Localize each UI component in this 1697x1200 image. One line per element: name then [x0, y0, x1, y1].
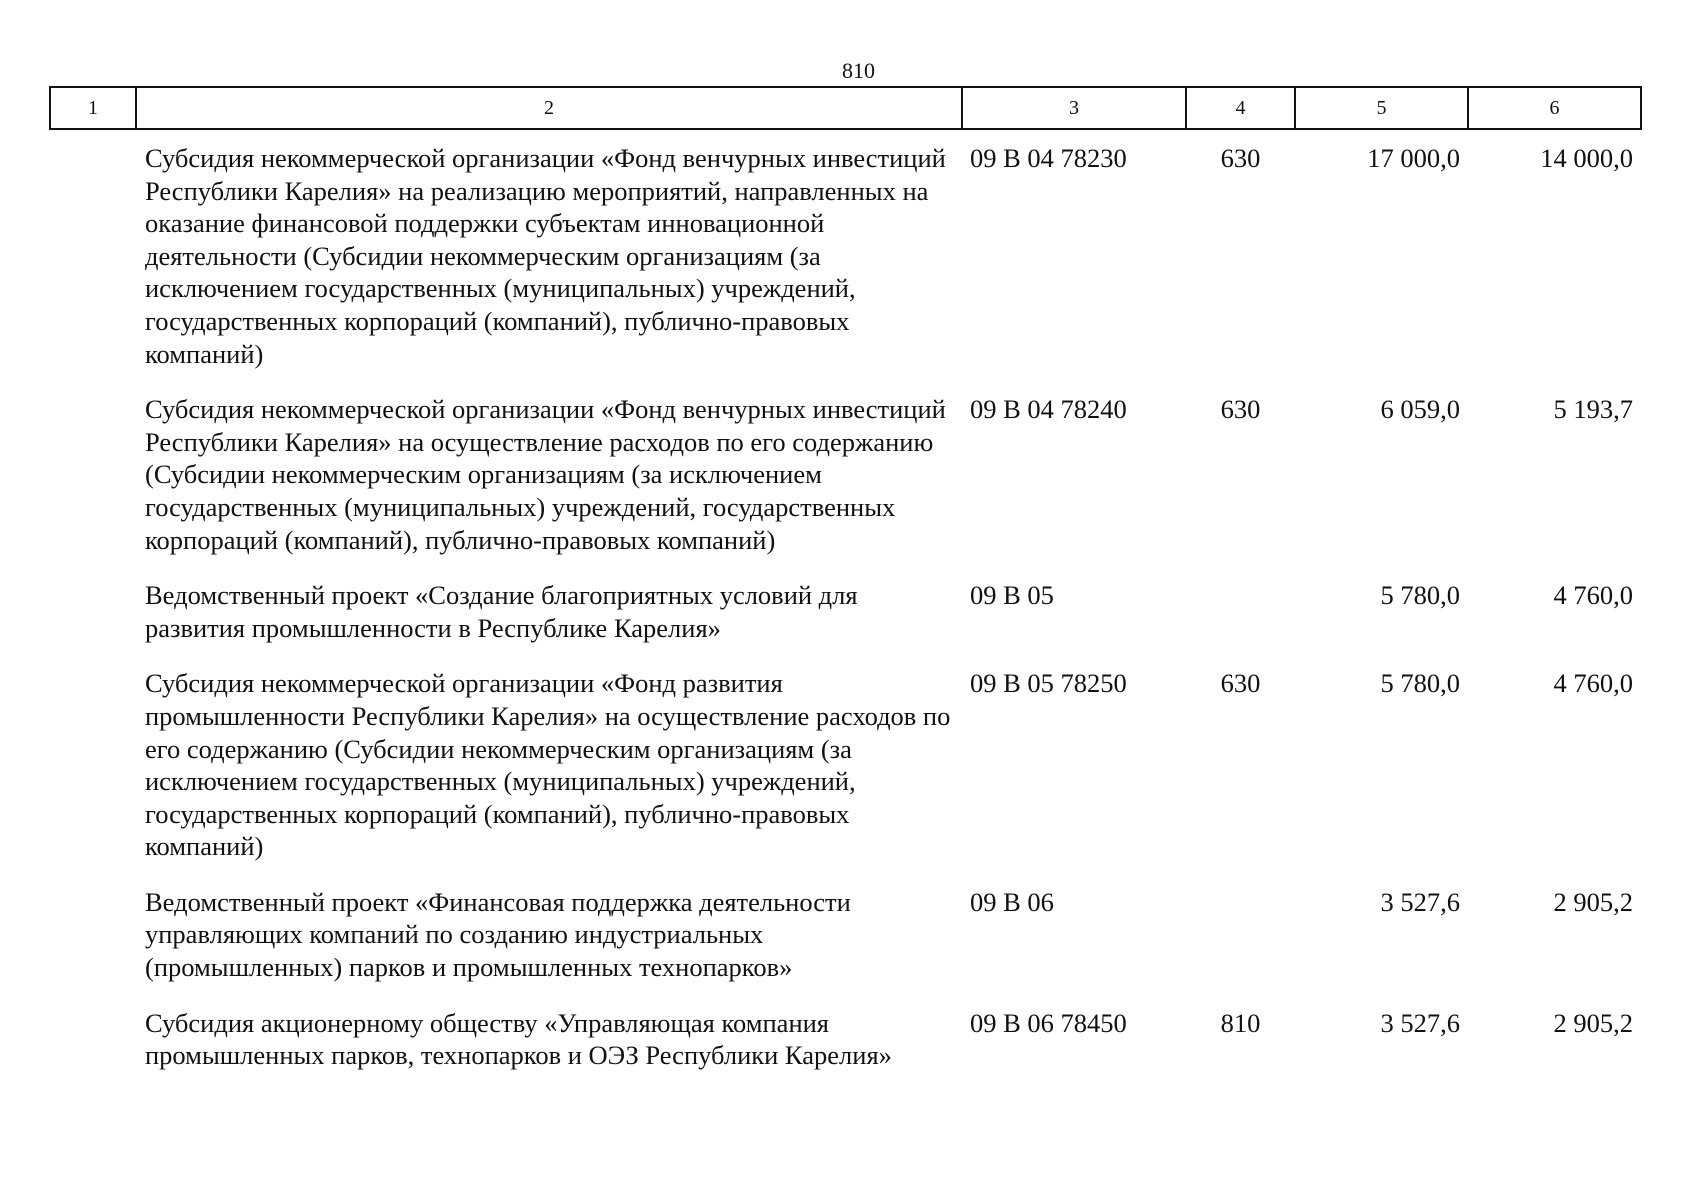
amount-year-2-cell: 4 760,0 — [1553, 668, 1633, 699]
expense-name-cell: Субсидия некоммерческой организации «Фонд развития промышленности Республики Карелия» на осуществление расходов по его содержанию (Субсидии некоммерческим организациям (за исключением государственных (муниципальных) учреждений, государственных корпораций (компаний), публично-правовых компаний) — [145, 668, 951, 862]
table-row — [50, 129, 1641, 381]
table-row — [50, 995, 1641, 1083]
budget-table — [49, 86, 1642, 1083]
header-col-1: 1 — [50, 87, 136, 129]
expense-type-cell: 630 — [1220, 394, 1261, 425]
amount-year-1-cell: 6 059,0 — [1380, 394, 1460, 425]
expense-type-cell: 810 — [1220, 1007, 1261, 1038]
table-row — [50, 655, 1641, 874]
page-number: 810 — [842, 58, 875, 83]
table-row — [50, 567, 1641, 655]
row-number-cell — [50, 129, 136, 381]
target-article-cell: 09 В 04 78230 — [970, 143, 1127, 173]
amount-year-2-cell: 2 905,2 — [1553, 1007, 1633, 1038]
header-row — [50, 87, 1641, 129]
expense-type-cell — [1186, 567, 1295, 655]
table-body — [50, 129, 1641, 1083]
target-article-cell: 09 В 05 78250 — [970, 668, 1127, 699]
expense-name-cell: Субсидия некоммерческой организации «Фонд венчурных инвестиций Республики Карелия» на осуществление расходов по его содержанию (Субсидии некоммерческим организациям (за исключением государственных (муниципальных) учреждений, государственных корпораций (компаний), публично-правовых компаний) — [145, 394, 946, 555]
expense-name-cell: Ведомственный проект «Создание благоприятных условий для развития промышленности в Республике Карелия» — [145, 580, 858, 643]
amount-year-1-cell: 17 000,0 — [1367, 143, 1460, 173]
amount-year-2-cell: 14 000,0 — [1540, 143, 1633, 173]
amount-year-2-cell: 4 760,0 — [1553, 580, 1633, 611]
target-article-cell: 09 В 05 — [970, 580, 1054, 611]
target-article-cell: 09 В 06 — [970, 886, 1054, 917]
amount-year-2-cell: 2 905,2 — [1553, 886, 1633, 917]
expense-type-cell: 630 — [1220, 143, 1261, 173]
expense-type-cell: 630 — [1220, 668, 1261, 699]
row-number-cell — [50, 874, 136, 995]
expense-name-cell: Субсидия акционерному обществу «Управляющая компания промышленных парков, технопарков и ОЭЗ Республики Карелия» — [145, 1007, 892, 1071]
expense-type-cell — [1186, 874, 1295, 995]
amount-year-1-cell: 5 780,0 — [1380, 580, 1460, 611]
header-col-3: 3 — [962, 87, 1186, 129]
row-number-cell — [50, 381, 136, 567]
amount-year-2-cell: 5 193,7 — [1553, 394, 1633, 425]
table-row — [50, 381, 1641, 567]
amount-year-1-cell: 5 780,0 — [1380, 668, 1460, 699]
table-header — [50, 87, 1641, 129]
table-row — [50, 874, 1641, 995]
amount-year-1-cell: 3 527,6 — [1380, 886, 1460, 917]
header-col-4: 4 — [1186, 87, 1295, 129]
row-number-cell — [50, 567, 136, 655]
header-col-2: 2 — [136, 87, 962, 129]
row-number-cell — [50, 655, 136, 874]
target-article-cell: 09 В 06 78450 — [970, 1007, 1127, 1038]
row-number-cell — [50, 995, 136, 1083]
target-article-cell: 09 В 04 78240 — [970, 394, 1127, 425]
expense-name-cell: Субсидия некоммерческой организации «Фонд венчурных инвестиций Республики Карелия» на реализацию мероприятий, направленных на оказание финансовой поддержки субъектам инновационной деятельности (Субсидии некоммерческим организациям (за исключением государственных (муниципальных) учреждений, государственных корпораций (компаний), публично-правовых компаний) — [145, 143, 946, 369]
header-col-6: 6 — [1468, 87, 1641, 129]
header-col-5: 5 — [1295, 87, 1468, 129]
amount-year-1-cell: 3 527,6 — [1380, 1007, 1460, 1038]
expense-name-cell: Ведомственный проект «Финансовая поддержка деятельности управляющих компаний по созданию индустриальных (промышленных) парков и промышленных технопарков» — [145, 886, 851, 983]
